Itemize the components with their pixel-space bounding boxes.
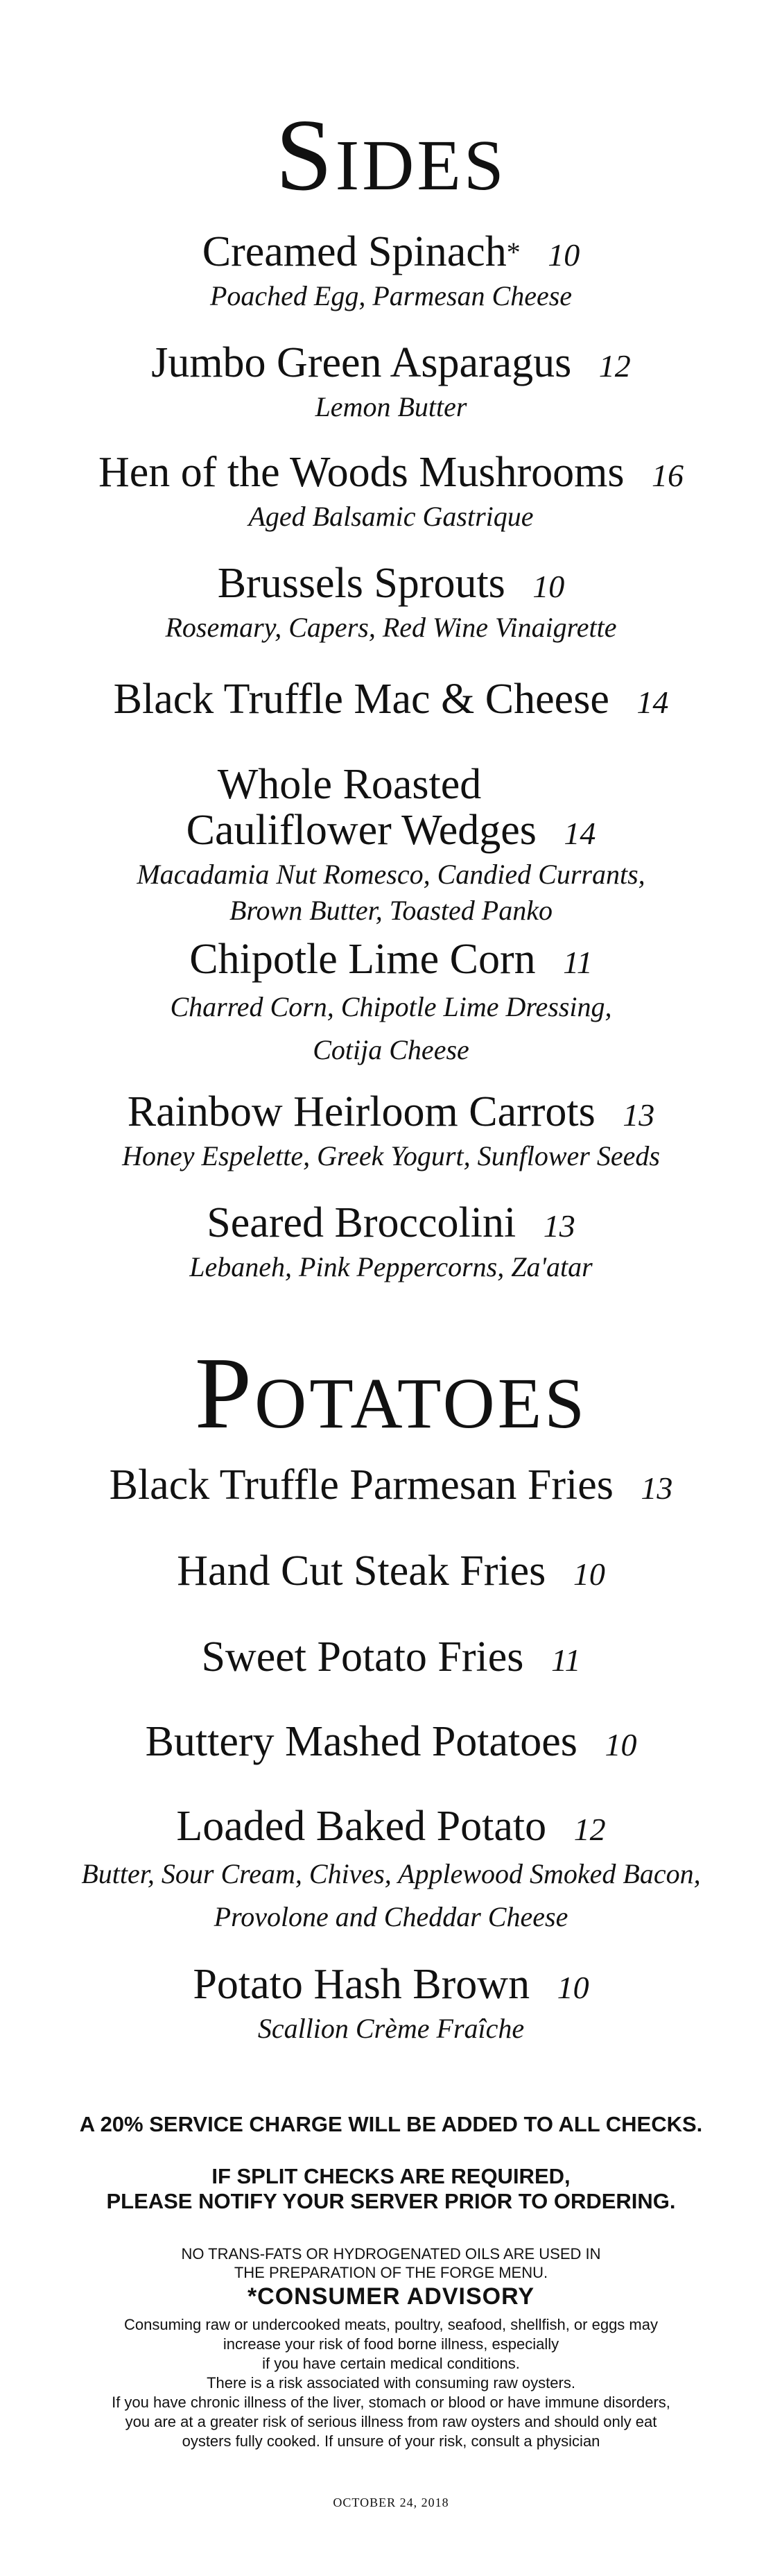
- menu-item-rainbow-carrots: [0, 1089, 782, 1174]
- item-name: Black Truffle Parmesan Fries: [109, 1461, 614, 1509]
- item-description: Scallion Crème Fraîche: [257, 2013, 525, 2044]
- menu-item-creamed-spinach: [0, 229, 782, 314]
- item-description-line-2: Brown Butter, Toasted Panko: [229, 895, 553, 926]
- item-price: 10: [532, 569, 565, 604]
- item-name: Loaded Baked Potato: [176, 1803, 547, 1850]
- oils-notice-line-1: NO TRANS-FATS OR HYDROGENATED OILS ARE USED IN: [181, 2245, 601, 2262]
- item-description: Honey Espelette, Greek Yogurt, Sunflower Seeds: [122, 1140, 660, 1171]
- item-description: Rosemary, Capers, Red Wine Vinaigrette: [165, 612, 617, 643]
- menu-item-cauliflower-wedges: [0, 762, 782, 929]
- item-price: 10: [548, 237, 580, 273]
- item-name: Chipotle Lime Corn: [189, 936, 536, 983]
- menu-item-hen-of-the-woods: [0, 449, 782, 535]
- menu-item-seared-broccolini: [0, 1200, 782, 1285]
- item-description-line-1: Macadamia Nut Romesco, Candied Currants,: [137, 859, 645, 890]
- item-price: 12: [573, 1812, 606, 1847]
- menu-item-steak-fries: [0, 1548, 782, 1597]
- item-name: Hand Cut Steak Fries: [177, 1547, 546, 1595]
- oils-notice-line-2: THE PREPARATION OF THE FORGE MENU.: [234, 2264, 548, 2281]
- sides-section-title: Sides: [275, 98, 507, 212]
- item-name: Black Truffle Mac & Cheese: [113, 676, 609, 723]
- menu-item-sweet-potato-fries: [0, 1634, 782, 1683]
- consumer-advisory-marker: *: [506, 237, 521, 268]
- menu-date: OCTOBER 24, 2018: [333, 2496, 449, 2509]
- item-price: 11: [550, 1642, 581, 1678]
- item-description-line-2: Cotija Cheese: [313, 1034, 469, 1065]
- item-description-line-1: Butter, Sour Cream, Chives, Applewood Smoked Bacon,: [81, 1858, 701, 1889]
- consumer-advisory-title: *CONSUMER ADVISORY: [247, 2283, 535, 2310]
- menu-item-mashed-potatoes: [0, 1719, 782, 1768]
- potatoes-section-title: Potatoes: [194, 1337, 588, 1450]
- menu-item-loaded-baked-potato: [0, 1803, 782, 1939]
- item-name-line-1: Whole Roasted: [217, 761, 482, 808]
- item-description: Poached Egg, Parmesan Cheese: [209, 280, 573, 311]
- menu-item-truffle-parmesan-fries: [0, 1462, 782, 1511]
- advisory-line: you are at a greater risk of serious illness from raw oysters and should only eat: [125, 2413, 657, 2430]
- split-checks-notice-line-2: PLEASE NOTIFY YOUR SERVER PRIOR TO ORDERING.: [106, 2189, 676, 2213]
- split-checks-notice-line-1: IF SPLIT CHECKS ARE REQUIRED,: [211, 2164, 571, 2188]
- item-name: Potato Hash Brown: [193, 1961, 530, 2008]
- item-price: 12: [598, 348, 631, 384]
- item-description: Lemon Butter: [315, 391, 467, 422]
- item-price: 11: [563, 945, 593, 980]
- advisory-line: if you have certain medical conditions.: [262, 2355, 520, 2372]
- item-name: Jumbo Green Asparagus: [151, 339, 572, 386]
- item-description: Lebaneh, Pink Peppercorns, Za'atar: [189, 1251, 593, 1282]
- item-price: 14: [636, 685, 669, 720]
- item-name: Hen of the Woods Mushrooms: [98, 449, 625, 496]
- advisory-line: There is a risk associated with consuming raw oysters.: [207, 2374, 575, 2392]
- item-name: Brussels Sprouts: [217, 560, 505, 607]
- item-description-line-2: Provolone and Cheddar Cheese: [214, 1901, 568, 1932]
- item-name: Seared Broccolini: [207, 1199, 516, 1246]
- item-price: 14: [564, 816, 596, 851]
- advisory-line: increase your risk of food borne illness, especially: [223, 2335, 559, 2353]
- item-description: Aged Balsamic Gastrique: [248, 501, 534, 532]
- item-name-line-2: Cauliflower Wedges: [186, 807, 537, 854]
- item-price: 16: [652, 458, 684, 493]
- item-price: 10: [557, 1970, 589, 2005]
- menu-item-chipotle-lime-corn: [0, 936, 782, 1072]
- menu-item-jumbo-green-asparagus: [0, 340, 782, 425]
- item-price: 13: [543, 1208, 575, 1244]
- item-price: 10: [573, 1556, 605, 1592]
- item-description-line-1: Charred Corn, Chipotle Lime Dressing,: [170, 991, 612, 1022]
- item-name: Sweet Potato Fries: [201, 1633, 524, 1681]
- advisory-line: oysters fully cooked. If unsure of your risk, consult a physician: [182, 2432, 600, 2450]
- item-name: Rainbow Heirloom Carrots: [127, 1088, 596, 1135]
- advisory-line: If you have chronic illness of the liver, stomach or blood or have immune disorders,: [112, 2394, 670, 2411]
- advisory-line: Consuming raw or undercooked meats, poultry, seafood, shellfish, or eggs may: [124, 2316, 658, 2333]
- item-name: Creamed Spinach: [202, 228, 507, 275]
- item-price: 13: [623, 1097, 655, 1133]
- item-price: 13: [641, 1470, 673, 1506]
- menu-item-brussels-sprouts: [0, 560, 782, 646]
- item-name: Buttery Mashed Potatoes: [145, 1718, 577, 1765]
- menu-item-hash-brown: [0, 1961, 782, 2047]
- menu-item-black-truffle-mac: [0, 676, 782, 725]
- service-charge-notice: A 20% SERVICE CHARGE WILL BE ADDED TO ALL CHECKS.: [79, 2112, 703, 2136]
- item-price: 10: [605, 1727, 637, 1762]
